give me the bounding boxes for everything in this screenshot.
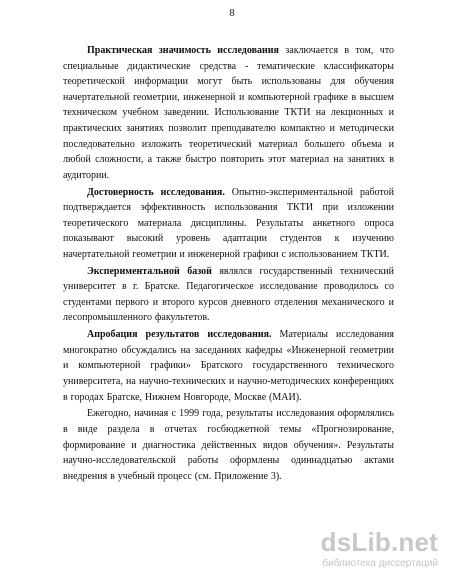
- paragraph-text: Материалы исследования многократно обсуждались на заседаниях кафедры «Инженерной геометрии и компьютерной графики» Братского государственного технического университета, на научно-технических и научно-методических конференциях в городах Братске, Нижнем Новгороде, Москве (МАИ).: [63, 329, 395, 403]
- paragraph-text: заключается в том, что специальные дидактические средства - тематические классификаторы теоретической информации могут быть использованы для обучения начертательной геометрии, инженерной и компьютерной графике в высшем техническом учебном заведении. Использование ТКТИ на лекционных и практических занятиях позволит преподавателю компактно и методически последовательно изложить теоретический материал большего объема и любой сложности, а также быстро повторить этот материал на занятиях в аудитории.: [63, 45, 394, 181]
- paragraph-approbation: [63, 327, 394, 405]
- paragraph-text: Ежегодно, начиная с 1999 года, результаты исследования оформлялись в виде раздела в отчетах госбюджетной темы «Прогнозирование, формирование и диагностика действенных видов обучения». Результаты научно-исследовательской работы оформлены одиннадцатью актами внедрения в учебный процесс (см. Приложение 3).: [63, 408, 394, 482]
- page-number: 8: [229, 8, 235, 19]
- document-body: [63, 43, 394, 486]
- paragraph-experimental-base: [63, 264, 394, 326]
- paragraph-heading: Достоверность исследования.: [87, 186, 225, 198]
- paragraph-practical-significance: [63, 43, 394, 183]
- paragraph-heading: Практическая значимость исследования: [87, 45, 279, 56]
- site-watermark: [320, 527, 438, 572]
- paragraph-text: Опытно-экспериментальной работой подтверждается эффективность использования ТКТИ при изложении теоретического материала дисциплины. Результаты анкетного опроса показывают высокий уровень адаптации студентов к изучению начертательной геометрии и инженерной графики с использованием ТКТИ.: [63, 186, 394, 260]
- paragraph-reliability: [63, 185, 394, 263]
- watermark-caption: библиотека диссертаций: [322, 558, 438, 569]
- paragraph-heading: Экспериментальной базой: [87, 265, 212, 277]
- paragraph-text: являлся государственный технический университет в г. Братске. Педагогическое исследование проводилось со студентами первого и второго курсов дневного отделения механического и лесопромышленного факультетов.: [63, 265, 395, 324]
- watermark-logo: dsLib.net: [320, 527, 438, 557]
- paragraph-heading: Апробация результатов исследования.: [87, 329, 272, 341]
- paragraph-annual-reports: [63, 406, 394, 484]
